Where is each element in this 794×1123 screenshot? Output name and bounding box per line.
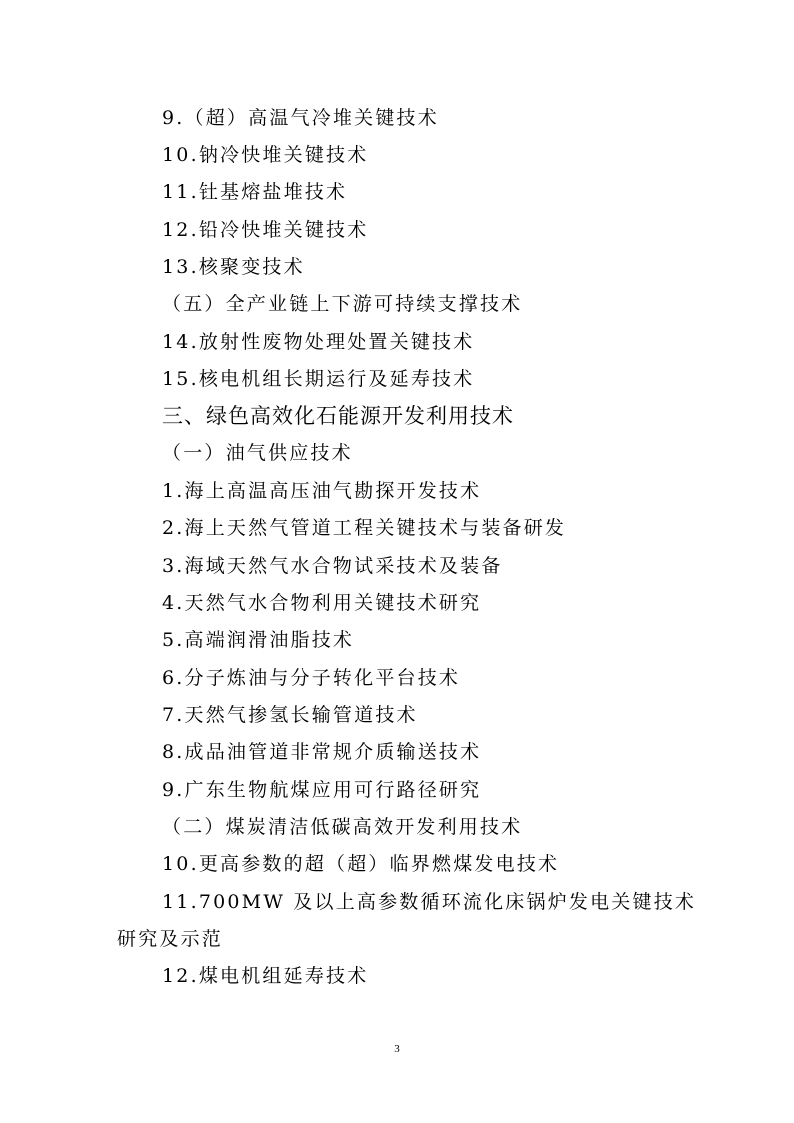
list-item: 9.广东生物航煤应用可行路径研究 xyxy=(162,779,482,801)
section-subheading: （五）全产业链上下游可持续支撑技术 xyxy=(162,293,523,315)
list-item-continuation: 研究及示范 xyxy=(117,928,224,950)
list-item: 14.放射性废物处理处置关键技术 xyxy=(162,331,475,353)
list-item: 12.煤电机组延寿技术 xyxy=(162,965,369,987)
section-subheading: （二）煤炭清洁低碳高效开发利用技术 xyxy=(162,816,523,838)
list-item: 9.（超）高温气冷堆关键技术 xyxy=(162,107,439,129)
list-item: 11.钍基熔盐堆技术 xyxy=(162,181,348,203)
list-item: 1.海上高温高压油气勘探开发技术 xyxy=(162,480,482,502)
list-item: 10.钠冷快堆关键技术 xyxy=(162,144,369,166)
list-item: 7.天然气掺氢长输管道技术 xyxy=(162,704,418,726)
list-item: 8.成品油管道非常规介质输送技术 xyxy=(162,741,482,763)
list-item: 5.高端润滑油脂技术 xyxy=(162,629,355,651)
list-item: 3.海域天然气水合物试采技术及装备 xyxy=(162,555,503,577)
list-item: 12.铅冷快堆关键技术 xyxy=(162,219,369,241)
section-heading: 三、绿色高效化石能源开发利用技术 xyxy=(162,404,514,428)
page-number: 3 xyxy=(394,1043,400,1055)
list-item: 15.核电机组长期运行及延寿技术 xyxy=(162,368,475,390)
section-subheading: （一）油气供应技术 xyxy=(162,442,353,464)
list-item: 2.海上天然气管道工程关键技术与装备研发 xyxy=(162,517,567,539)
list-item: 6.分子炼油与分子转化平台技术 xyxy=(162,667,461,689)
list-item: 10.更高参数的超（超）临界燃煤发电技术 xyxy=(162,853,560,875)
list-item: 11.700MW 及以上高参数循环流化床锅炉发电关键技术 xyxy=(162,891,697,913)
list-item: 4.天然气水合物利用关键技术研究 xyxy=(162,592,482,614)
list-item: 13.核聚变技术 xyxy=(162,256,305,278)
